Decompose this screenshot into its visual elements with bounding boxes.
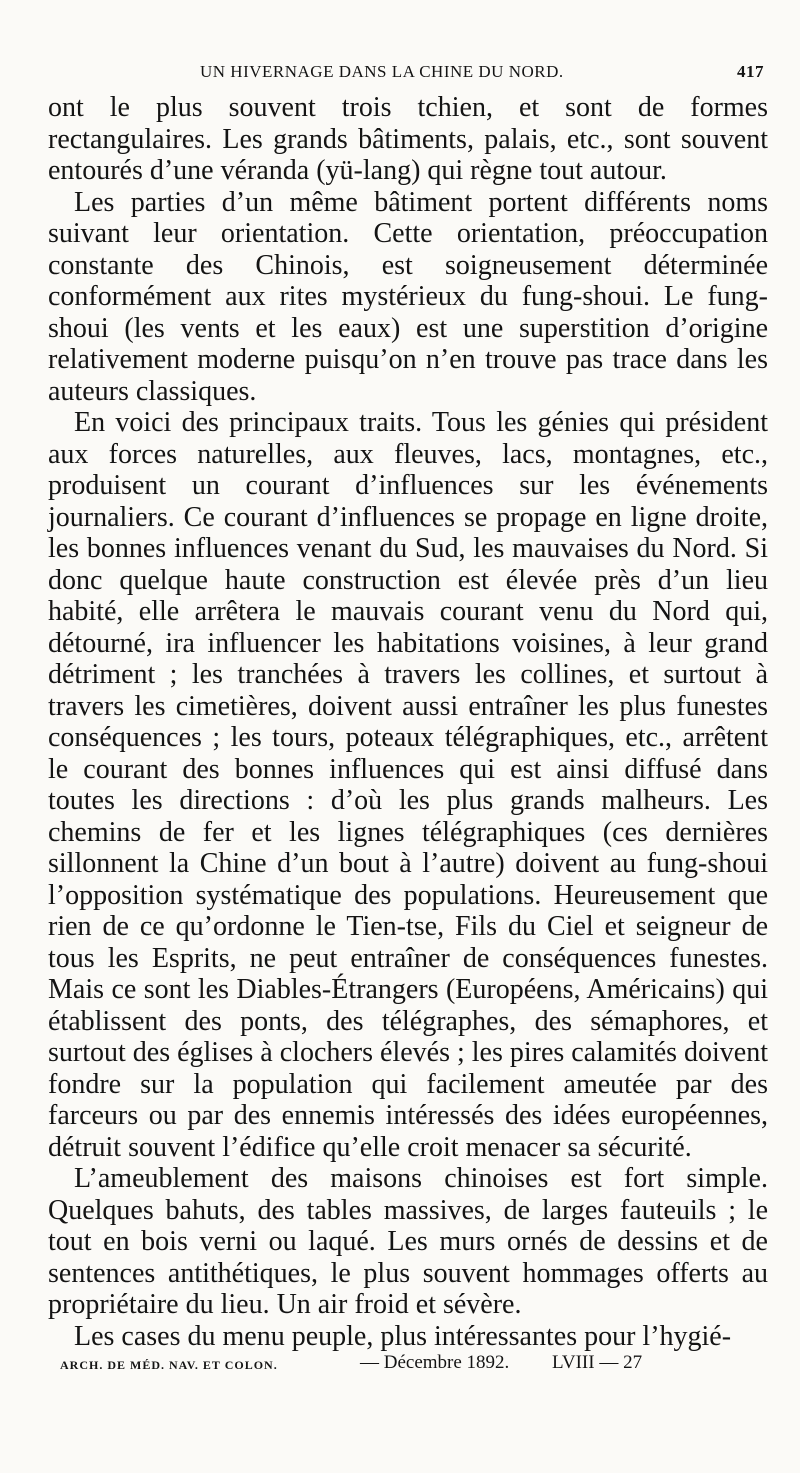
paragraph: En voici des principaux traits. Tous les génies qui président aux forces naturelles, aux fleuves, lacs, montagnes, etc., produisent un courant d’influences sur les événements journaliers. Ce courant d’influences se propage en ligne droite, les bonnes influences venant du Sud, les mauvaises du Nord. Si donc quelque haute construction est élevée près d’un lieu habité, elle arrêtera le mauvais courant venu du Nord qui, détourné, ira influencer les habitations voisines, à leur grand détriment ; les tranchées à travers les collines, et surtout à travers les cimetières, doivent aussi entraîner les plus funestes conséquences ; les tours, poteaux télégraphiques, etc., arrêtent le courant des bonnes influences qui est ainsi diffusé dans toutes les directions : d’où les plus grands malheurs. Les chemins de fer et les lignes télégraphiques (ces dernières sillonnent la Chine d’un bout à l’autre) doivent au fung-shoui l’opposition systématique des populations. Heureusement que rien de ce qu’ordonne le Tien-tse, Fils du Ciel et seigneur de tous les Esprits, ne peut entraîner de conséquences funestes. Mais ce sont les Diables-Étrangers (Européens, Américains) qui établissent des ponts, des télégraphes, des sémaphores, et surtout des églises à clochers élevés ; les pires calamités doivent fondre sur la population qui facilement ameutée par des farceurs ou par des ennemis intéressés des idées européennes, détruit souvent l’édifice qu’elle croit menacer sa sécurité. (48, 407, 769, 1163)
running-head (48, 58, 768, 88)
paragraph: Les cases du menu peuple, plus intéressantes pour l’hygié- (74, 1320, 732, 1352)
paragraph: Les parties d’un même bâtiment portent différents noms suivant leur orientation. Cette orientation, préoccupation constante des Chinois, est soigneusement déterminée conformément aux rites mystérieux du fung-shoui. Le fung-shoui (les vents et les eaux) est une superstition d’origine relativement moderne puisqu’on n’en trouve pas trace dans les auteurs classiques. (48, 186, 768, 407)
footer-journal: ARCH. DE MÉD. NAV. ET COLON. (60, 1358, 278, 1372)
running-title: UN HIVERNAGE DANS LA CHINE DU NORD. (200, 62, 564, 81)
footer-date: — Décembre 1892. (360, 1352, 510, 1373)
paragraph: L’ameublement des maisons chinoises est fort simple. Quelques bahuts, des tables massives, de larges fauteuils ; le tout en bois verni ou laqué. Les murs ornés de dessins et de sentences antithétiques, le plus souvent hommages offerts au propriétaire du lieu. Un air froid et sévère. (48, 1163, 768, 1320)
footer-signature: LVIII — 27 (552, 1352, 643, 1373)
page-footer (60, 1352, 760, 1382)
page-number: 417 (737, 62, 764, 81)
body-text (48, 92, 768, 1352)
paragraph: ont le plus souvent trois tchien, et sont de formes rectangulaires. Les grands bâtiments, palais, etc., sont souvent entourés d’une véranda (yü-lang) qui règne tout autour. (48, 92, 768, 186)
